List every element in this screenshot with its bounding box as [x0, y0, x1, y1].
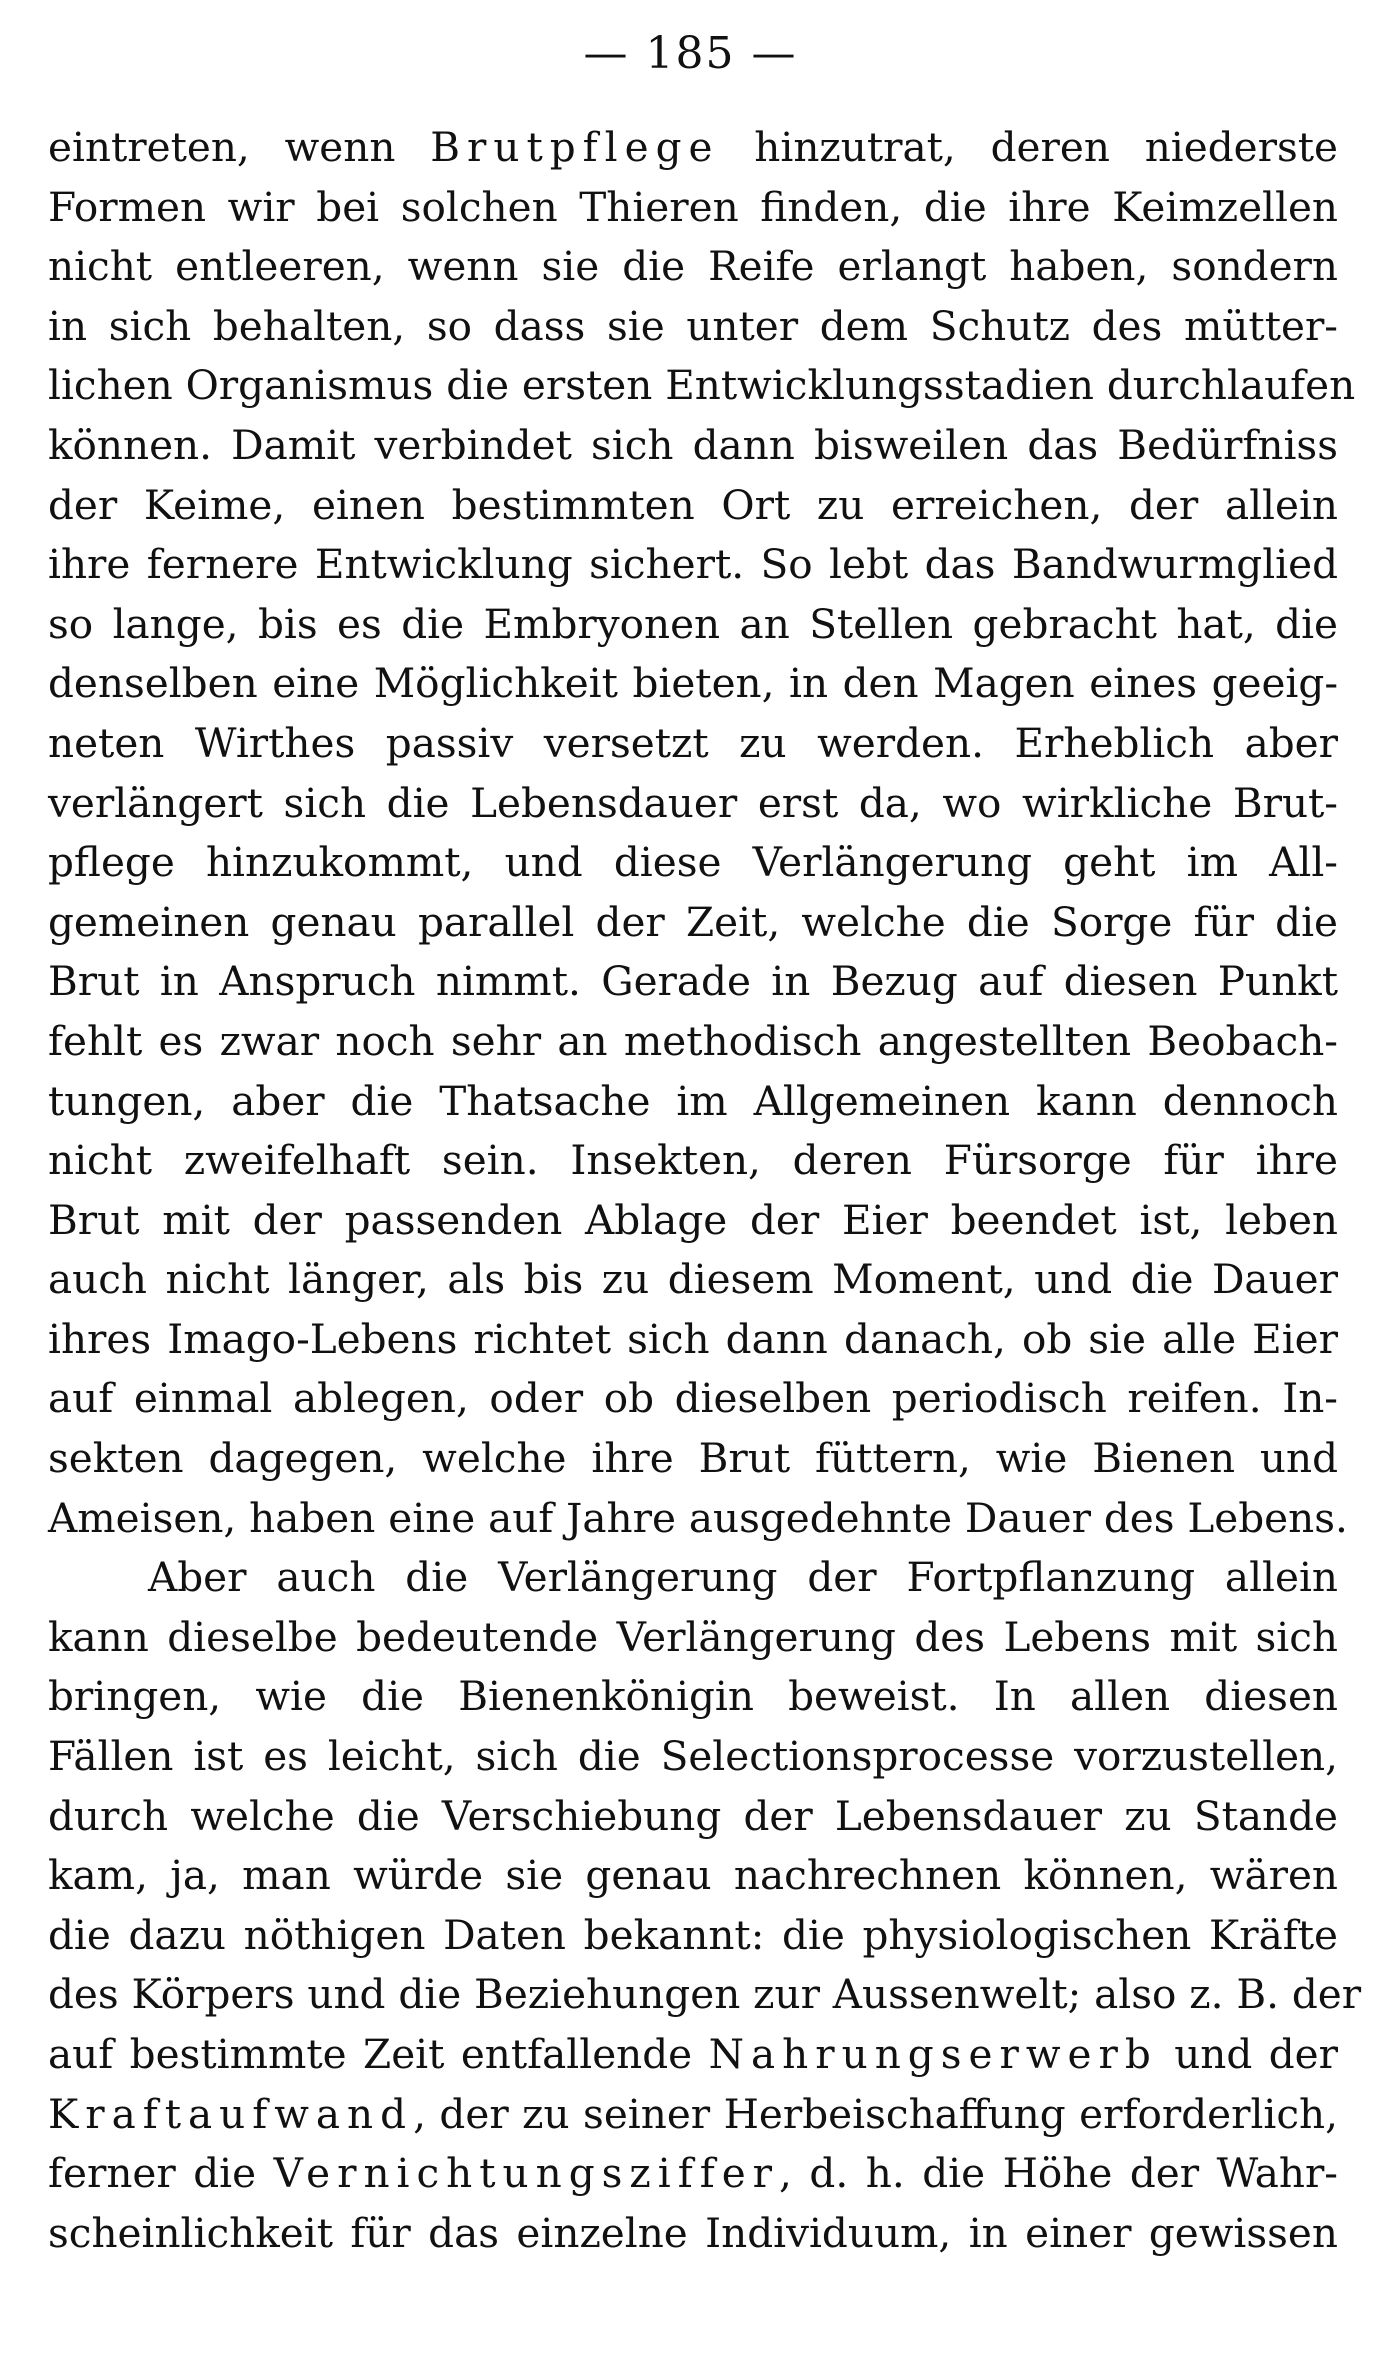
- emphasis-spaced: Nahrungserwerb: [708, 2030, 1158, 2078]
- text-line: die dazu nöthigen Daten bekannt: die physiologischen Kräfte: [48, 1910, 1338, 1959]
- text-line: kam, ja, man würde sie genau nachrechnen können, wären: [48, 1851, 1338, 1900]
- text-line: in sich behalten, so dass sie unter dem Schutz des mütter-: [48, 301, 1338, 350]
- emphasis-spaced: Brutpflege: [430, 123, 720, 171]
- text-line: ihres Imago-Lebens richtet sich dann danach, ob sie alle Eier: [48, 1314, 1338, 1363]
- text-line: Kraftaufwand, der zu seiner Herbeischaffung erforderlich,: [48, 2089, 1338, 2138]
- text-line: durch welche die Verschiebung der Lebensdauer zu Stande: [48, 1791, 1338, 1840]
- text-line: lichen Organismus die ersten Entwicklungsstadien durchlaufen: [48, 361, 1356, 410]
- text-line: kann dieselbe bedeutende Verlängerung des Lebens mit sich: [48, 1612, 1338, 1661]
- emphasis-spaced: Kraftaufwand: [48, 2089, 414, 2138]
- text-line: pflege hinzukommt, und diese Verlängerung geht im All-: [48, 838, 1338, 887]
- text-line: Brut mit der passenden Ablage der Eier beendet ist, leben: [48, 1195, 1338, 1244]
- text-line: der Keime, einen bestimmten Ort zu erreichen, der allein: [48, 480, 1338, 529]
- text-line: des Körpers und die Beziehungen zur Aussenwelt; also z. B. der: [48, 1970, 1362, 2019]
- text-line: fehlt es zwar noch sehr an methodisch angestellten Beobach-: [48, 1016, 1338, 1065]
- text-line: Formen wir bei solchen Thieren finden, die ihre Keimzellen: [48, 182, 1338, 231]
- text-line: neten Wirthes passiv versetzt zu werden. Erheblich aber: [48, 718, 1338, 767]
- page-number: — 185 —: [583, 28, 798, 79]
- text-line: Aber auch die Verlängerung der Fortpflanzung allein: [148, 1553, 1338, 1602]
- text-line: können. Damit verbindet sich dann bisweilen das Bedürfniss: [48, 420, 1338, 469]
- text-line: Ameisen, haben eine auf Jahre ausgedehnte Dauer des Lebens.: [48, 1493, 1348, 1542]
- text-line: ihre fernere Entwicklung sichert. So lebt das Bandwurmglied: [48, 540, 1338, 589]
- text-line: tungen, aber die Thatsache im Allgemeinen kann dennoch: [48, 1076, 1338, 1125]
- text-line: sekten dagegen, welche ihre Brut füttern, wie Bienen und: [48, 1434, 1338, 1483]
- text-line: auf einmal ablegen, oder ob dieselben periodisch reifen. In-: [48, 1374, 1338, 1423]
- text-line: nicht zweifelhaft sein. Insekten, deren Fürsorge für ihre: [48, 1136, 1338, 1185]
- text-line: scheinlichkeit für das einzelne Individuum, in einer gewissen: [48, 2208, 1338, 2257]
- text-line: gemeinen genau parallel der Zeit, welche die Sorge für die: [48, 897, 1338, 946]
- text-line: denselben eine Möglichkeit bieten, in den Magen eines geeig-: [48, 659, 1338, 708]
- text-line: Brut in Anspruch nimmt. Gerade in Bezug auf diesen Punkt: [48, 957, 1338, 1006]
- text-line: so lange, bis es die Embryonen an Stellen gebracht hat, die: [48, 599, 1338, 648]
- body-text: [48, 118, 1362, 2263]
- text-line: auf bestimmte Zeit entfallende Nahrungserwerb und der: [48, 2030, 1338, 2078]
- text-line: ferner die Vernichtungsziffer, d. h. die Höhe der Wahr-: [48, 2149, 1338, 2198]
- emphasis-spaced: Vernichtungsziffer: [273, 2149, 780, 2198]
- text-line: nicht entleeren, wenn sie die Reife erlangt haben, sondern: [48, 242, 1338, 291]
- paragraph-1: [48, 118, 1356, 1548]
- text-line: Fällen ist es leicht, sich die Selectionsprocesse vorzustellen,: [48, 1732, 1338, 1781]
- text-line: eintreten, wenn Brutpflege hinzutrat, deren niederste: [48, 123, 1339, 171]
- paragraph-2: [48, 1548, 1362, 2263]
- text-line: bringen, wie die Bienenkönigin beweist. In allen diesen: [48, 1672, 1338, 1721]
- text-line: verlängert sich die Lebensdauer erst da, wo wirkliche Brut-: [48, 778, 1338, 827]
- text-line: auch nicht länger, als bis zu diesem Moment, und die Dauer: [48, 1255, 1338, 1304]
